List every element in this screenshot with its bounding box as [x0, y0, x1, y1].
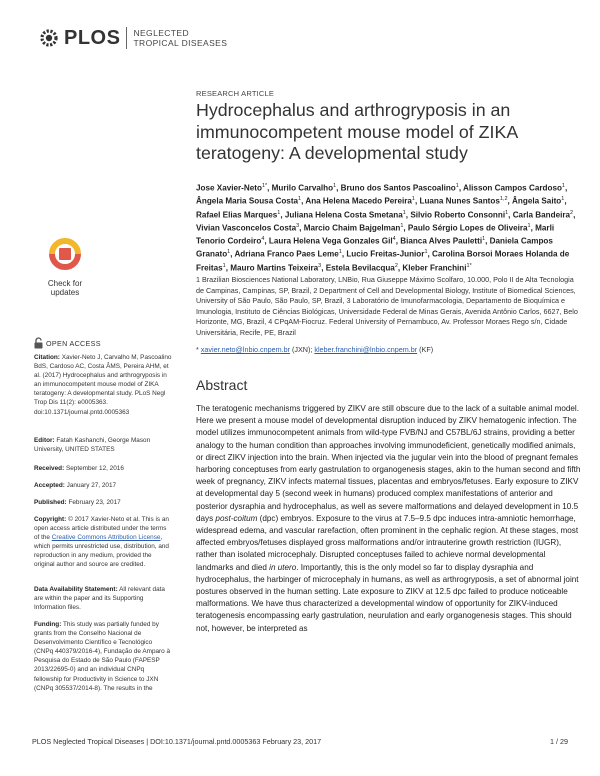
author-affiliation-mark: 1 [277, 209, 281, 216]
author-affiliation-mark: 2 [570, 209, 574, 216]
check-for-updates-icon [40, 238, 90, 272]
author-list: Jose Xavier-Neto$^{1*}$, Murilo Carvalho$^1$, Bruno dos Santos Pascoalino$^1$, Alisson Campos Cardoso$^1$, Ângela Maria Sousa Costa$^1$, Ana Helena Macedo Pereira$^1$, Luana Nunes Santos$^{1,2}$, Ângela Saito$^1$, Rafael Elias Marques$^1$, Juliana Helena Costa Smetana$^1$, Silvio Roberto Consonni$^1$, Carla Bandeira$^2$, Vivian Vasconcelos Costa$^3$, Marcio Chaim Bajgelman$^1$, Paulo Sérgio Lopes de Oliveira$^1$, Marli Tenorio Cordeiro$^4$, Laura Helena Vega Gonzales Gil$^4$, Bianca Alves Pauletti$^1$, Daniela Campos Granato$^1$, Adriana Franco Paes Leme$^1$, Lucio Freitas-Junior$^1$, Carolina Borsoi Moraes Holanda de Freitas$^1$, Mauro Martins Teixeira$^3$, Estela Bevilacqua$^2$, Kleber Franchini$^{1*}$ [196, 183, 576, 273]
author-affiliation-mark: 1 [298, 196, 302, 203]
author-affiliation-mark: 1* [261, 183, 268, 189]
author-affiliation-mark: 1,2 [499, 196, 508, 203]
author-name: Ângela Saito [512, 196, 562, 206]
author-name: Estela Bevilacqua [325, 263, 395, 273]
author-name: Carolina Borsoi Moraes Holanda de Freitas [196, 250, 570, 273]
author-affiliation-mark: 1 [227, 249, 231, 256]
journal-logo[interactable] [38, 26, 227, 50]
author-affiliation-mark: 1 [505, 209, 509, 216]
editor-block: Editor: Fatah Kashanchi, George Mason University, UNITED STATES [34, 437, 151, 454]
author-affiliation-mark: 1 [527, 222, 531, 229]
plos-logo-icon [38, 27, 60, 49]
author-affiliation-mark: 1 [561, 183, 565, 189]
corresponding-authors: * xavier.neto@lnbio.cnpem.br (JXN); kleber.franchini@lnbio.cnpem.br (KF) [196, 345, 434, 354]
author-name: Kleber Franchini [402, 263, 467, 273]
author-affiliation-mark: 1 [482, 236, 486, 243]
author-name: Bianca Alves Pauletti [400, 236, 483, 246]
author-name: Marli Tenorio Cordeiro [196, 223, 555, 246]
received-date: Received: September 12, 2016 [34, 465, 124, 472]
author-affiliation-mark: 1 [561, 196, 565, 203]
badge-line-2: updates [50, 288, 80, 297]
author-name: Silvio Roberto Consonni [410, 210, 506, 220]
author-affiliation-mark: 1 [411, 196, 415, 203]
author-affiliation-mark: 3 [318, 262, 322, 269]
email-link-franchini[interactable]: kleber.franchini@lnbio.cnpem.br [314, 345, 418, 354]
author-name: Daniela Campos Granato [196, 236, 553, 260]
abstract-text: The teratogenic mechanisms triggered by ZIKV are still obscure due to the lack of a suitable animal model. Here we present a mouse model of developmental disruption induced by ZIKV hematogenic infection. The model utilizes immunocompetent animals from wild-type FVB/NJ and C57BL/6J strains, providing a better analogy to the human condition than approaches involving immunodeficient, genetically modified animals, or direct ZIKV injection into the brain. When injected via the jugular vein into the blood of pregnant females harboring conceptuses from early gastrulation to organogenesis stages, akin to the human second and fifth week of pregnancy, ZIKV infects maternal tissues, placentas and embryos/fetuses. Early exposure to ZIKV at developmental day 5 (second week in humans) produced complex manifestations of anterior and posterior dysraphia and hydrocephalus, as well as severe malformations and delayed development in 10.5 days post-coitum (dpc) embryos. Exposure to the virus at 7.5–9.5 dpc induces intra-amniotic hemorrhage, widespread edema, and vascular rarefaction, often prominent in the cephalic region. At these stages, most affected embryos/fetuses displayed gross malformations and/or intrauterine growth restriction (IUGR), rather than isolated microcephaly. Disrupted conceptuses failed to achieve normal developmental landmarks and died in utero. Importantly, this is the only model so far to display dysraphia and hydrocephalus, the harbinger of microcephaly in humans, as well as arthrogryposis, a set of abnormal joint postures observed in the human setting. Late exposure to ZIKV at 12.5 dpc failed to produce noticeable malformations. We have thus characterized a developmental window of opportunity for ZIKV-induced teratogenesis encompassing early gastrulation, neurulation and early organogenesis stages. This should not, however, be interpreted as [196, 404, 581, 633]
author-name: Lucio Freitas-Junior [346, 250, 425, 260]
author-name: Carla Bandeira [512, 210, 571, 220]
page-footer [32, 737, 568, 746]
journal-name: NEGLECTED TROPICAL DISEASES [133, 28, 228, 48]
article-title: Hydrocephalus and arthrogryposis in an immunocompetent mouse model of ZIKA teratogeny: A developmental study [196, 100, 518, 163]
citation-block: Citation: Xavier-Neto J, Carvalho M, Pascoalino BdS, Cardoso AC, Costa ÂMS, Pereira AHM, et al. (2017) Hydrocephalus and arthrogryposis in an immunocompetent mouse model of ZIKA teratogeny: A developmental study. PLoS Negl Trop Dis 11(2): e0005363. doi:10.1371/journal.pntd.0005363 [34, 354, 172, 416]
author-name: Jose Xavier-Neto [196, 183, 262, 193]
open-lock-icon [34, 337, 43, 349]
author-name: Marcio Chaim Bajgelman [303, 223, 401, 233]
check-for-updates-badge[interactable] [40, 238, 90, 297]
author-name: Juliana Helena Costa Smetana [284, 210, 403, 220]
author-affiliation-mark: 4 [392, 236, 396, 243]
funding-block: Funding: This study was partially funded by grants from the Conselho Nacional de Desenvolvimento Científico e Tecnológico (CNPq 440379/2016-4), Fundação de Amparo à Pesquisa do Estado de São Paulo (FAPESP 2013/22695-0) and an individual CNPq fellowship for Productivity in Science to JXN (CNPq 305537/2014-8). The results in the [34, 621, 171, 692]
data-availability-block: Data Availability Statement: All relevant data are within the paper and its Supporting Information files. [34, 586, 165, 612]
author-list-asterisk: * [469, 262, 472, 269]
author-name: Vivian Vasconcelos Costa [196, 223, 297, 233]
author-name: Paulo Sérgio Lopes de Oliveira [407, 223, 528, 233]
footer-journal-doi: PLOS Neglected Tropical Diseases | DOI:10.1371/journal.pntd.0005363 February 23, 2017 [32, 737, 322, 746]
author-name: Mauro Martins Teixeira [230, 263, 319, 273]
author-affiliation-mark: 1 [466, 262, 470, 269]
author-affiliation-mark: 1 [402, 209, 406, 216]
author-name: Ana Helena Macedo Pereira [305, 196, 412, 206]
author-name: Rafael Elias Marques [196, 210, 278, 220]
author-affiliation-mark: 1 [333, 183, 337, 189]
logo-divider [126, 27, 127, 49]
author-affiliation-mark: 1 [400, 222, 404, 229]
copyright-block: Copyright: © 2017 Xavier-Neto et al. This is an open access article distributed under the terms of the Creative Commons Attribution License, which permits unrestricted use, distribution, and reproduction in any medium, provided the original author and source are credited. [34, 516, 169, 569]
author-affiliation-mark: 4 [261, 236, 265, 243]
license-link[interactable]: Creative Commons Attribution License [51, 534, 161, 542]
published-date: Published: February 23, 2017 [34, 499, 121, 506]
author-affiliation-mark: 1 [338, 249, 342, 256]
article-type: RESEARCH ARTICLE [196, 89, 275, 98]
affiliations: 1 Brazilian Biosciences National Laboratory, LNBio, Rua Giuseppe Máximo Scolfaro, 10.000, Polo II de Alta Tecnologia de Campinas, Campinas, SP, Brazil, 2 Department of Cell and Developmental Biology, Institute of Biomedical Sciences, University of São Paulo, São Paulo, SP, Brazil, 3 Laboratório de Imunofarmacologia, Departamento de Bioquímica e Imunologia, Instituto de Ciências Biológicas, Universidade Federal de Minas Gerais, Avenida Antônio Carlos, 6627, Belo Horizonte, MG, Brazil, 4 CPqAM-Fiocruz. Federal University of Pernambuco, Av. Professor Moraes Rego s/n, Cidade Universitária, Recife, PE, Brazil [196, 275, 578, 337]
author-affiliation-mark: 1 [424, 249, 428, 256]
author-affiliation-mark: 2 [394, 262, 398, 269]
open-access-label: OPEN ACCESS [34, 337, 101, 349]
author-affiliation-mark: 1 [222, 262, 226, 269]
author-name: Adriana Franco Paes Leme [234, 250, 339, 260]
accepted-date: Accepted: January 27, 2017 [34, 482, 117, 489]
badge-line-1: Check for [47, 279, 83, 288]
author-name: Murilo Carvalho [271, 183, 334, 193]
author-name: Luana Nunes Santos [419, 196, 500, 206]
author-name: Ângela Maria Sousa Costa [196, 196, 299, 206]
abstract-heading: Abstract [196, 377, 248, 393]
publisher-name: PLOS [64, 26, 121, 49]
author-name: Alisson Campos Cardoso [463, 183, 562, 193]
page-number: 1 / 29 [550, 737, 568, 746]
author-name: Bruno dos Santos Pascoalino [340, 183, 456, 193]
author-name: Laura Helena Vega Gonzales Gil [268, 236, 393, 246]
author-affiliation-mark: 1 [455, 183, 459, 189]
email-link-xavier-neto[interactable]: xavier.neto@lnbio.cnpem.br [200, 345, 290, 354]
author-affiliation-mark: 3 [296, 222, 300, 229]
